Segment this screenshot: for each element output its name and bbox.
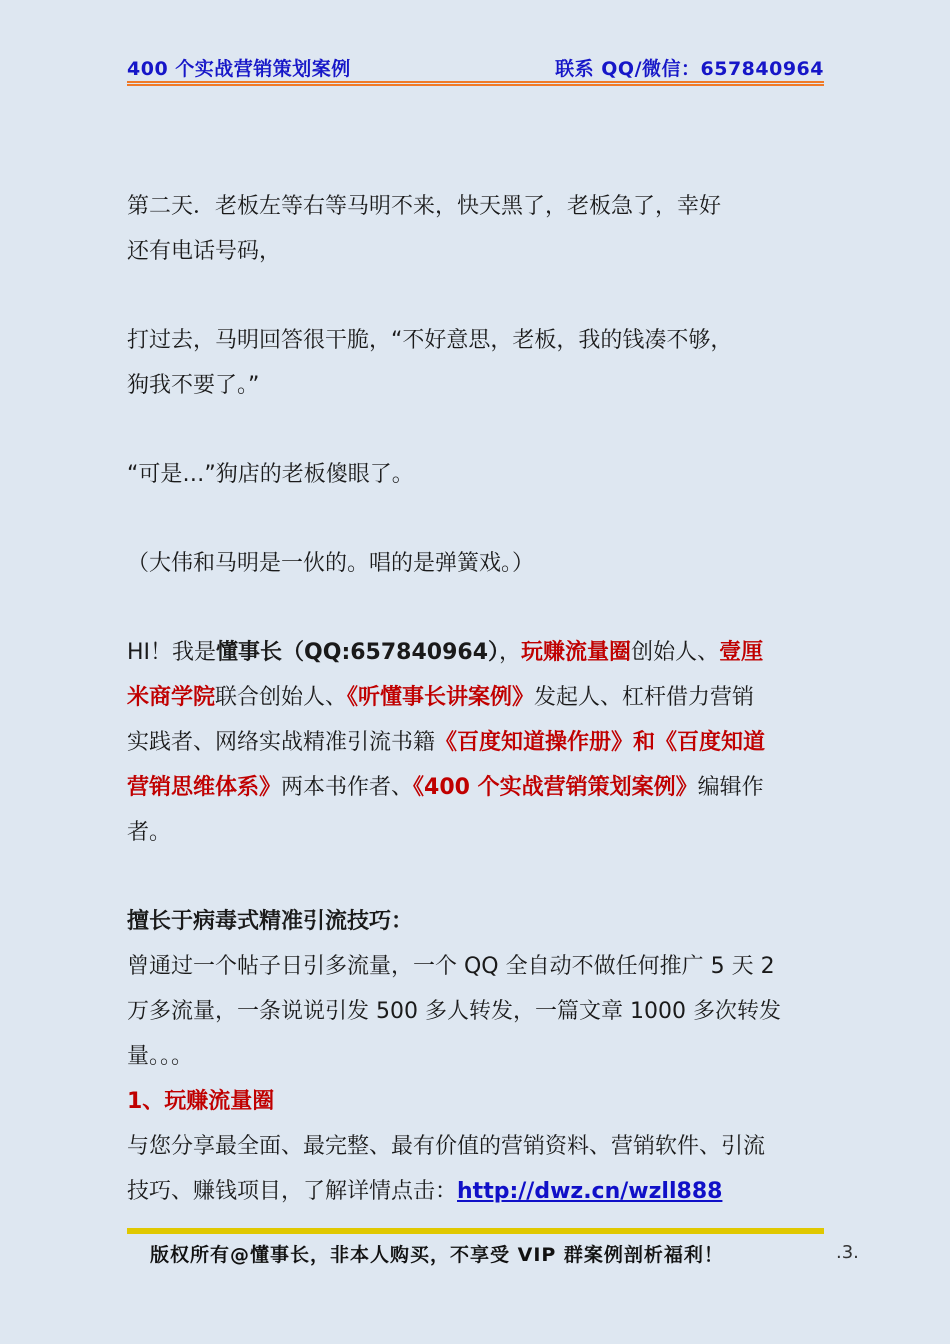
skills-heading: 擅长于病毒式精准引流技巧：	[127, 909, 414, 934]
header-divider	[127, 81, 824, 86]
paragraph-4: （大伟和马明是一伙的。唱的是弹簧戏。）	[127, 551, 535, 576]
header-title: 400 个实战营销策划案例	[127, 58, 351, 80]
section-text: 与您分享最全面、最完整、最有价值的营销资料、营销软件、引流 技巧、赚钱项目，了解详情点击：http://dwz.cn/wzll888	[127, 1134, 766, 1204]
section-title: 1、玩赚流量圈	[127, 1089, 275, 1114]
author-intro: HI！我是懂事长（QQ:657840964），玩赚流量圈创始人、壹厘 米商学院联合创始人、《听懂事长讲案例》发起人、杠杆借力营销 实践者、网络实战精准引流书籍《百度知道操作册》和《百度知道 营销思维体系》两本书作者、《400 个实战营销策划案例》编辑作 者。	[127, 640, 766, 845]
footer-divider	[127, 1228, 824, 1234]
footer-copyright: 版权所有@懂事长，非本人购买，不享受 VIP 群案例剖析福利！	[150, 1244, 724, 1266]
promo-link[interactable]: http://dwz.cn/wzll888	[457, 1179, 723, 1204]
paragraph-2: 打过去，马明回答很干脆，“不好意思，老板，我的钱凑不够， 狗我不要了。”	[127, 328, 733, 398]
document-body	[127, 184, 827, 1214]
page-header	[127, 54, 824, 81]
page-number: .3.	[836, 1242, 859, 1263]
paragraph-1: 第二天．老板左等右等马明不来，快天黑了，老板急了，幸好 还有电话号码，	[127, 194, 722, 264]
paragraph-3: “可是…”狗店的老板傻眼了。	[127, 462, 414, 487]
skills-text: 曾通过一个帖子日引多流量，一个 QQ 全自动不做任何推广 5 天 2 万多流量，一条说说引发 500 多人转发，一篇文章 1000 多次转发 量。。。	[127, 954, 781, 1069]
header-contact: 联系 QQ/微信：657840964	[555, 58, 824, 80]
